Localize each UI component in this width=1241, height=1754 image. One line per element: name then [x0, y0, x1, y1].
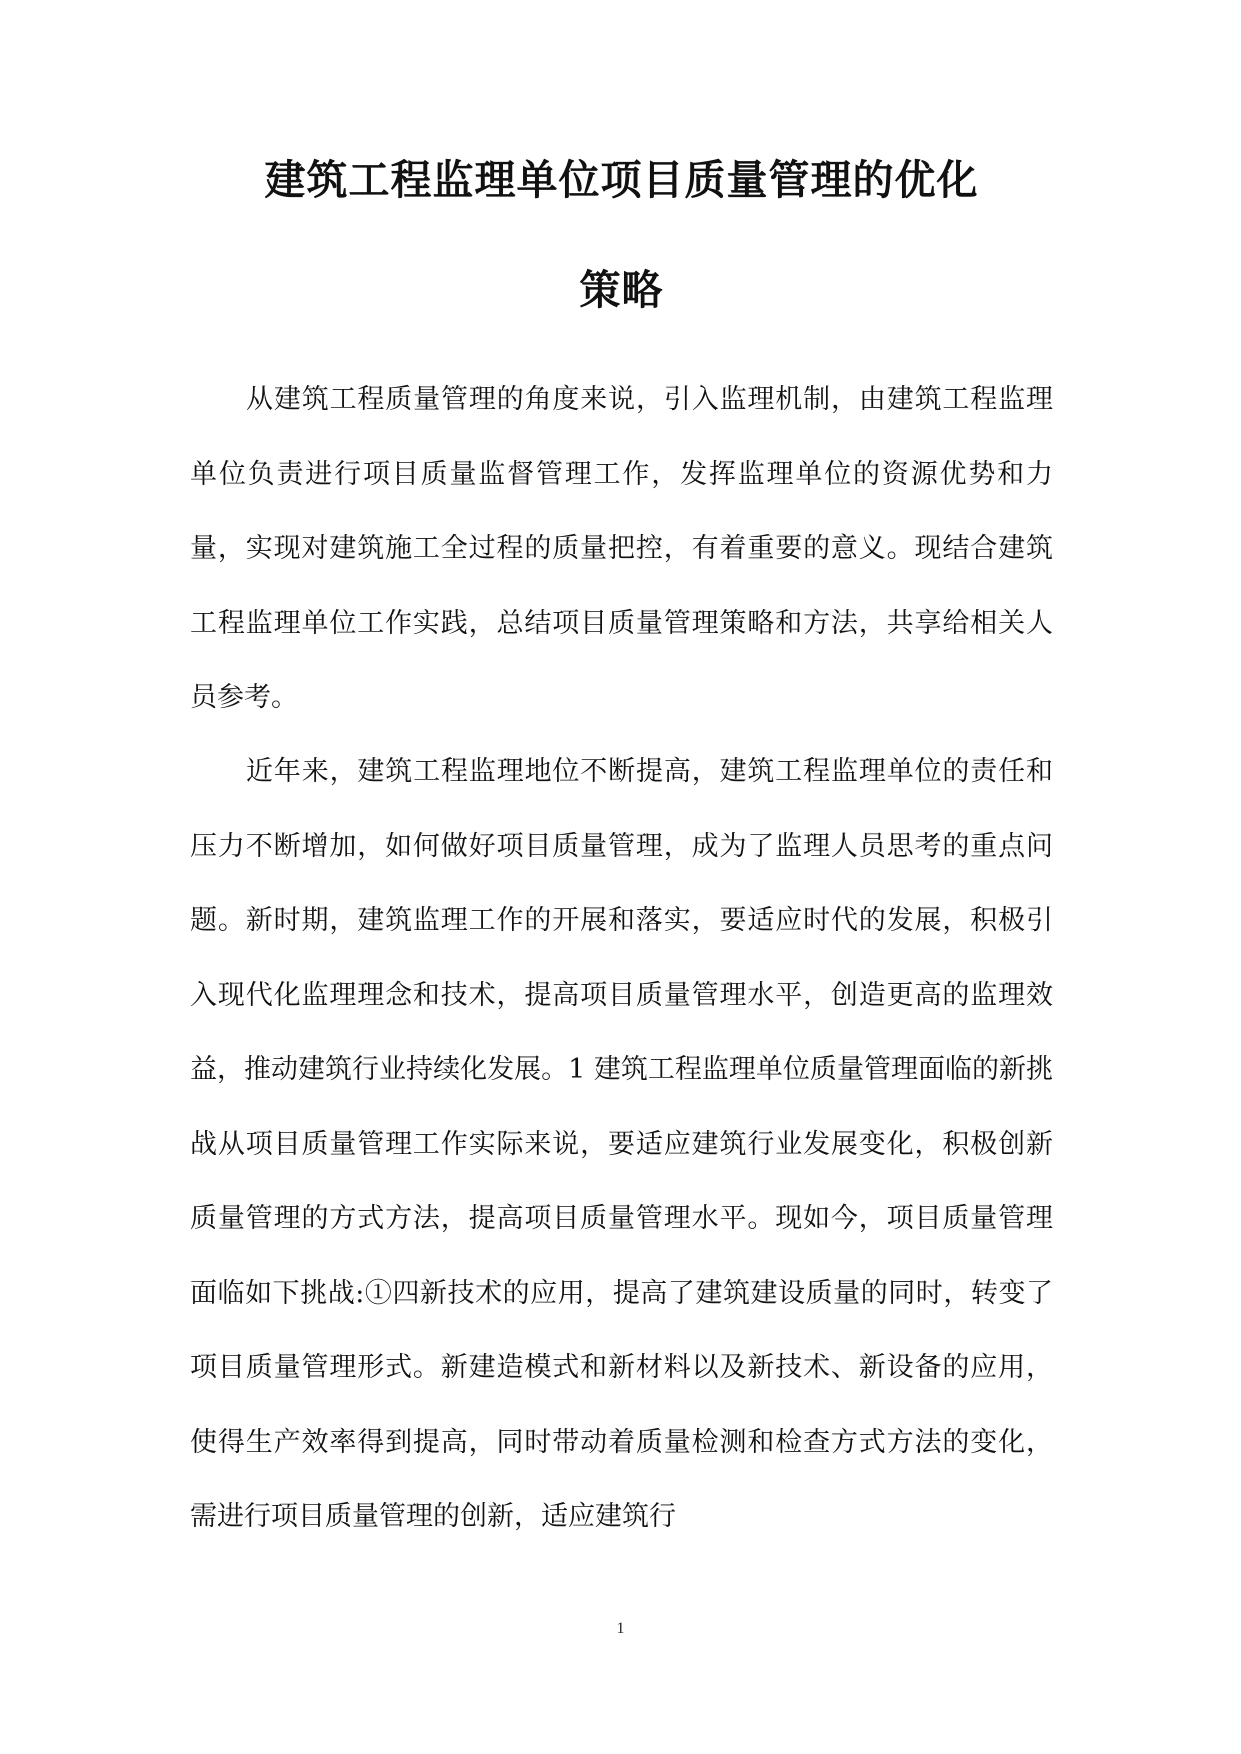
body-paragraph: 近年来，建筑工程监理地位不断提高，建筑工程监理单位的责任和压力不断增加，如何做好项目质量管理，成为了监理人员思考的重点问题。新时期，建筑监理工作的开展和落实，要适应时代的发展，积极引入现代化监理理念和技术，提高项目质量管理水平，创造更高的监理效益，推动建筑行业持续化发展。1 建筑工程监理单位质量管理面临的新挑战从项目质量管理工作实际来说，要适应建筑行业发展变化，积极创新质量管理的方式方法，提高项目质量管理水平。现如今，项目质量管理面临如下挑战:①四新技术的应用，提高了建筑建设质量的同时，转变了项目质量管理形式。新建造模式和新材料以及新技术、新设备的应用，使得生产效率得到提高，同时带动着质量检测和检查方式方法的变化，需进行项目质量管理的创新，适应建筑行: [190, 756, 1053, 1532]
body-paragraph-1-container: [190, 363, 1053, 736]
body-paragraph-2-container: [190, 735, 1053, 1555]
document-title-line-1: 建筑工程监理单位项目质量管理的优化: [264, 156, 979, 204]
page-number: 1: [616, 1620, 625, 1637]
document-title-line-2: 策略: [579, 266, 664, 314]
body-paragraph: 从建筑工程质量管理的角度来说，引入监理机制，由建筑工程监理单位负责进行项目质量监督管理工作，发挥监理单位的资源优势和力量，实现对建筑施工全过程的质量把控，有着重要的意义。现结合建筑工程监理单位工作实践，总结项目质量管理策略和方法，共享给相关人员参考。: [190, 384, 1053, 713]
